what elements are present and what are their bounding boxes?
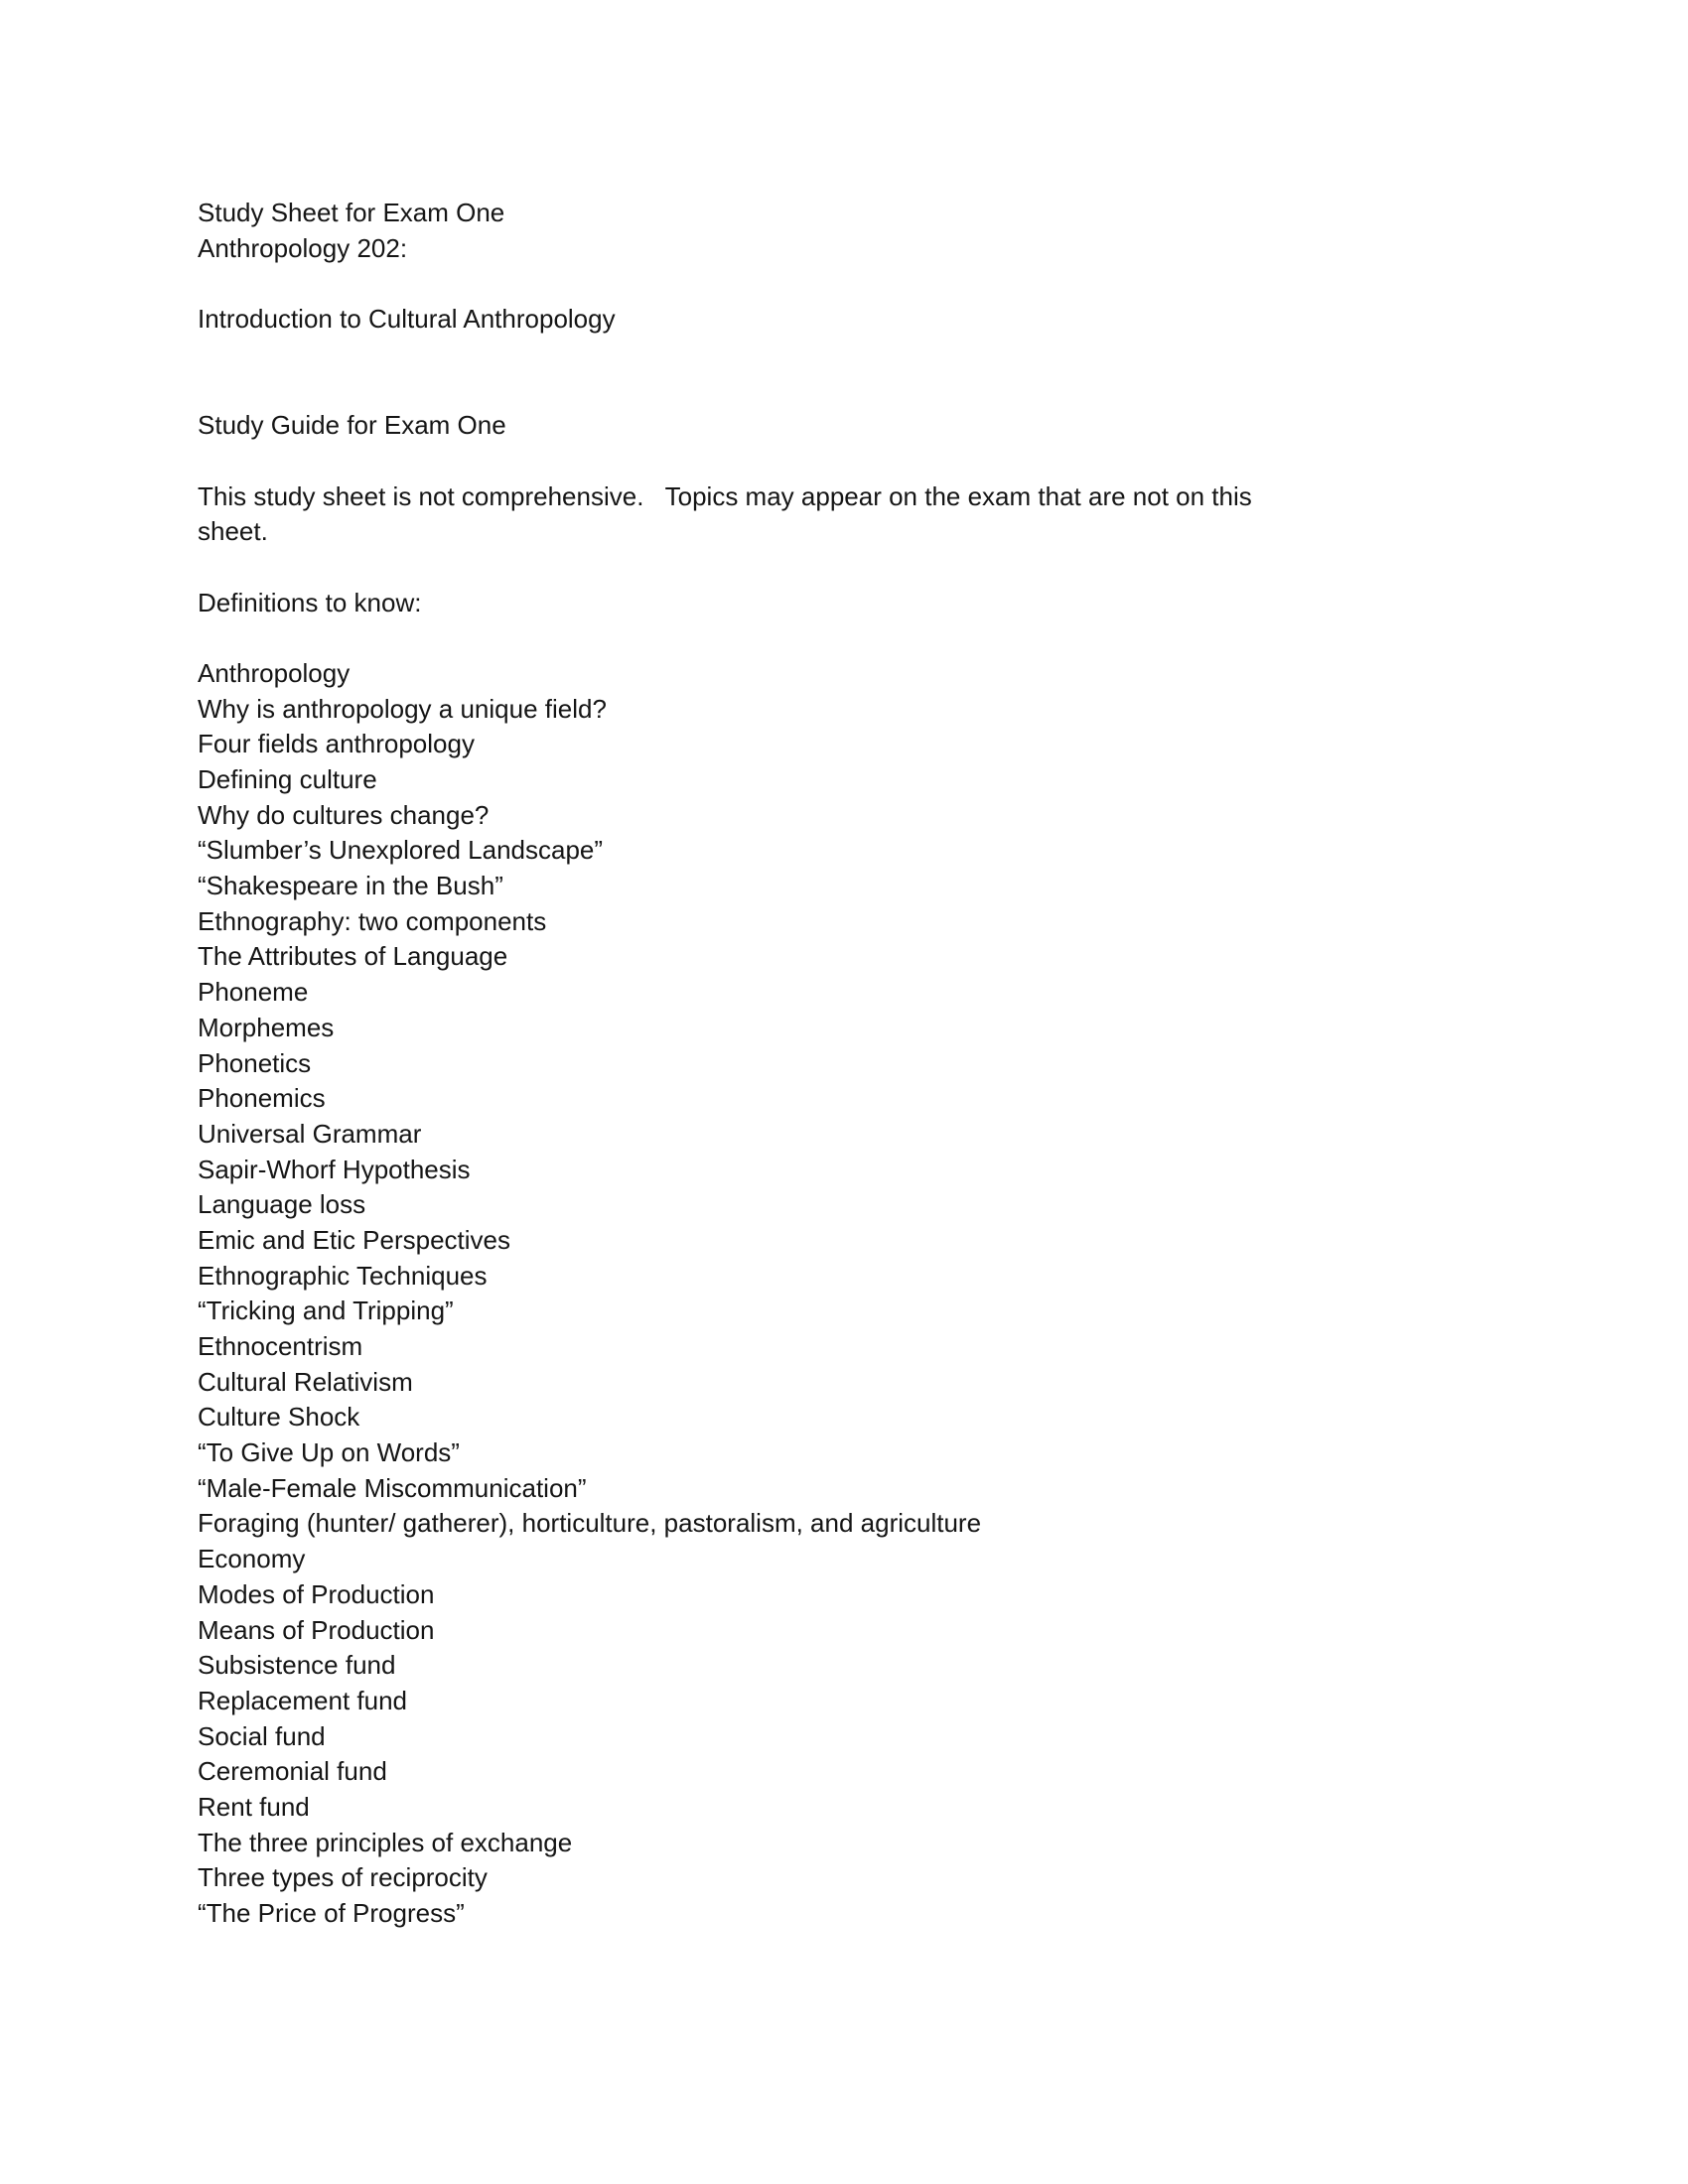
- definitions-list: [198, 656, 1488, 1932]
- definition-item: Rent fund: [198, 1791, 310, 1822]
- definition-item: “The Price of Progress”: [198, 1898, 465, 1928]
- definition-item: “To Give Up on Words”: [198, 1437, 460, 1468]
- definition-item: The three principles of exchange: [198, 1827, 573, 1857]
- course-name: Introduction to Cultural Anthropology: [198, 304, 616, 335]
- definition-item: Means of Production: [198, 1614, 435, 1645]
- definition-item: “Slumber’s Unexplored Landscape”: [198, 835, 604, 866]
- definition-item: Cultural Relativism: [198, 1366, 413, 1397]
- definition-item: Foraging (hunter/ gatherer), horticulture, pastoralism, and agriculture: [198, 1508, 982, 1539]
- guide-title: Study Guide for Exam One: [198, 410, 506, 441]
- definition-item: Three types of reciprocity: [198, 1862, 488, 1893]
- definition-item: Replacement fund: [198, 1685, 408, 1715]
- definition-item: Culture Shock: [198, 1402, 360, 1433]
- document-page: [198, 196, 1488, 1932]
- definition-item: Subsistence fund: [198, 1650, 396, 1681]
- spacer: [198, 444, 1488, 479]
- spacer: [198, 372, 1488, 408]
- definition-item: Ethnography: two components: [198, 905, 547, 936]
- definition-item: Ceremonial fund: [198, 1756, 387, 1787]
- definition-item: “Shakespeare in the Bush”: [198, 871, 503, 901]
- definition-item: “Tricking and Tripping”: [198, 1296, 454, 1326]
- definition-item: Four fields anthropology: [198, 729, 475, 759]
- spacer: [198, 550, 1488, 586]
- definition-item: Emic and Etic Perspectives: [198, 1224, 511, 1255]
- definition-item: Sapir-Whorf Hypothesis: [198, 1154, 471, 1184]
- definition-item: Morphemes: [198, 1012, 335, 1042]
- notice-line-1: This study sheet is not comprehensive. Topics may appear on the exam that are not on this: [198, 480, 1252, 511]
- definition-item: Modes of Production: [198, 1578, 435, 1609]
- document-title: Study Sheet for Exam One: [198, 198, 505, 227]
- definition-item: Language loss: [198, 1189, 366, 1220]
- definition-item: Universal Grammar: [198, 1118, 422, 1149]
- definition-item: Social fund: [198, 1720, 326, 1751]
- notice-line-2: sheet.: [198, 516, 268, 547]
- definition-item: Phonemics: [198, 1083, 326, 1114]
- definition-item: Ethnocentrism: [198, 1331, 363, 1361]
- definition-item: The Attributes of Language: [198, 941, 508, 972]
- definition-item: “Male-Female Miscommunication”: [198, 1472, 587, 1503]
- definition-item: Why is anthropology a unique field?: [198, 693, 607, 724]
- spacer: [198, 266, 1488, 302]
- course-number: Anthropology 202:: [198, 232, 408, 263]
- definition-item: Anthropology: [198, 657, 351, 688]
- definition-item: Why do cultures change?: [198, 799, 490, 830]
- definition-item: Ethnographic Techniques: [198, 1260, 488, 1291]
- spacer: [198, 620, 1488, 656]
- definition-item: Phoneme: [198, 977, 309, 1008]
- spacer: [198, 338, 1488, 373]
- definition-item: Phonetics: [198, 1047, 312, 1078]
- definition-item: Defining culture: [198, 764, 377, 794]
- definition-item: Economy: [198, 1544, 306, 1574]
- definitions-heading: Definitions to know:: [198, 587, 422, 617]
